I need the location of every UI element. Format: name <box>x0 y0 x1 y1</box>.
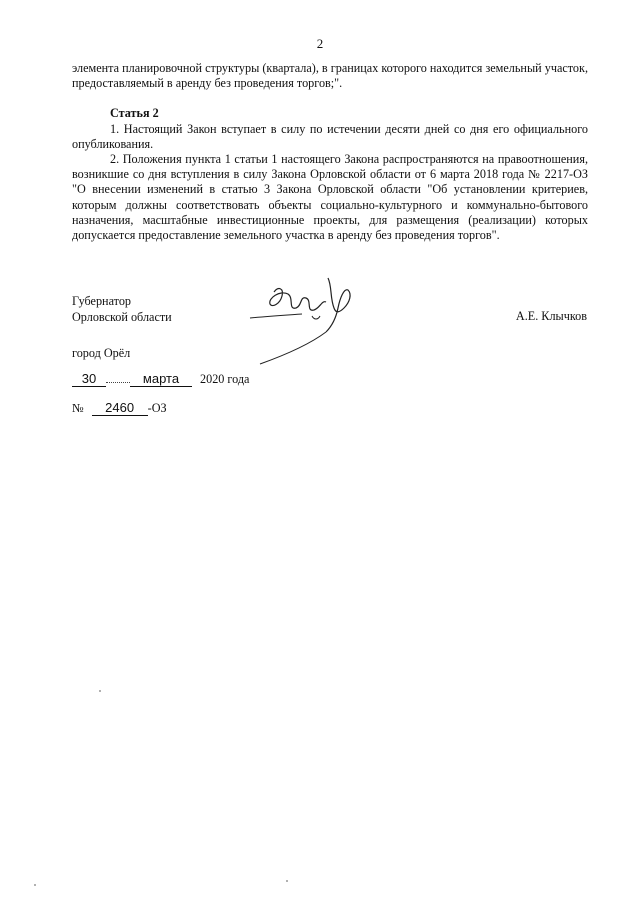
date-year: 2020 года <box>200 372 250 386</box>
document-body <box>72 61 588 243</box>
law-number-value: 2460 <box>92 401 148 416</box>
law-number <box>72 401 167 416</box>
scan-speck <box>99 690 101 692</box>
scan-speck <box>286 880 288 882</box>
signatory-title-line2: Орловской области <box>72 310 172 324</box>
paragraph-continuation: элемента планировочной структуры (квартала), в границах которого находится земельный участок, предоставляемый в аренду без проведения торгов;". <box>72 61 588 91</box>
number-sign: № <box>72 401 84 415</box>
date-day: 30 <box>72 372 106 387</box>
signatory-title <box>72 293 172 325</box>
date-separator-line <box>106 382 130 383</box>
paragraph-article2-point2: 2. Положения пункта 1 статьи 1 настоящего Закона распространяются на правоотношения, возникшие со дня вступления в силу Закона Орловской области от 6 марта 2018 года № 2217-ОЗ "О внесении изменений в статью 3 Закона Орловской области "Об установлении критериев, которым должны соответствовать объекты социально-культурного и коммунально-бытового назначения, масштабные инвестиционные проекты, для размещения (реализации) которых допускается предоставление земельного участка в аренду без проведения торгов". <box>72 152 588 243</box>
city-label: город Орёл <box>72 346 131 360</box>
law-number-suffix: -ОЗ <box>147 401 167 415</box>
article-heading: Статья 2 <box>110 106 159 121</box>
signatory-name: А.Е. Клычков <box>515 309 587 323</box>
handwritten-signature <box>240 268 358 366</box>
paragraph-article2-point1: 1. Настоящий Закон вступает в силу по истечении десяти дней со дня его официального опубликования. <box>72 121 588 151</box>
date-month: марта <box>130 372 192 387</box>
signatory-title-line1: Губернатор <box>72 294 132 308</box>
page-number: 2 <box>316 36 324 51</box>
signing-date <box>72 372 249 387</box>
scan-speck <box>34 884 36 886</box>
